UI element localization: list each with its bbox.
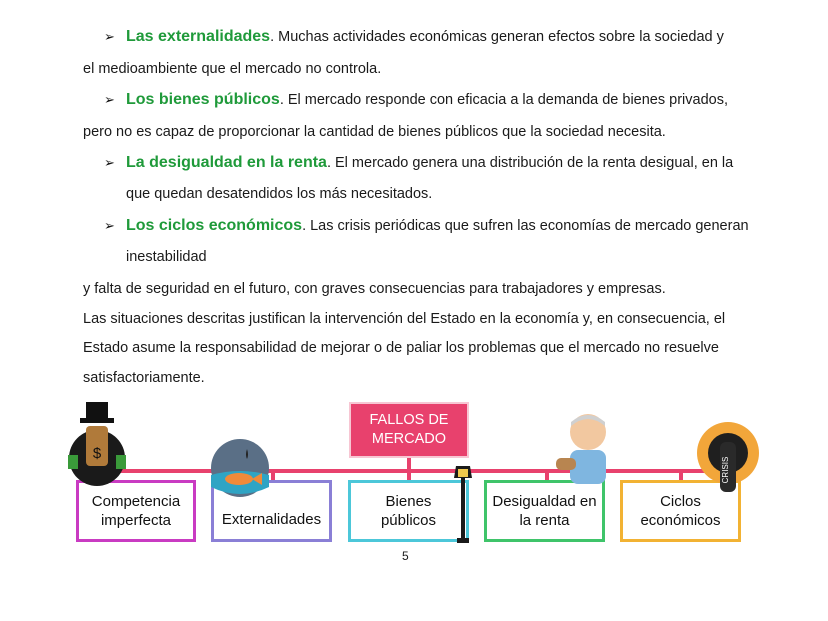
paragraph-line: Las situaciones descritas justifican la intervención del Estado en la economía y, en consecuencia, el (83, 311, 726, 327)
bullet-continuation: que quedan desatendidos los más necesitados. (126, 186, 433, 202)
box-label: económicos (640, 512, 721, 529)
arrow-bullet-icon: ➢ (104, 218, 115, 233)
box-label: la renta (519, 512, 570, 529)
box-label: Ciclos (660, 493, 701, 510)
bullet-continuation: inestabilidad (126, 249, 207, 265)
arrow-bullet-icon: ➢ (104, 155, 115, 170)
paragraph-line: Estado asume la responsabilidad de mejorar o de paliar los problemas que el mercado no resuelve (83, 340, 719, 356)
page-number: 5 (402, 549, 409, 563)
arrow-bullet-icon: ➢ (104, 92, 115, 107)
bullet-text: . Las crisis periódicas que sufren las economías de mercado generan (302, 218, 749, 234)
bullet-text: . El mercado responde con eficacia a la demanda de bienes privados, (279, 92, 728, 108)
box-label: Desigualdad en (492, 493, 597, 510)
dollar-sign: $ (92, 445, 102, 462)
hub-title-line: FALLOS DE (369, 412, 449, 428)
box-label: Competencia (91, 493, 181, 510)
bullet-text: . Muchas actividades económicas generan efectos sobre la sociedad y (270, 29, 724, 45)
bullet-term: Los ciclos económicos (126, 217, 303, 234)
bienes-publicos-box (348, 480, 469, 542)
street-lamp-icon (452, 464, 474, 544)
bullet-ciclos (104, 216, 749, 236)
polluted-water-fish-icon (207, 437, 273, 499)
paragraph-line: y falta de seguridad en el futuro, con graves consecuencias para trabajadores y empresas. (83, 281, 666, 297)
crisis-label: CRISIS (721, 456, 730, 484)
box-label: Bienes (385, 493, 432, 510)
fallos-de-mercado-box (349, 402, 469, 458)
paragraph-line: satisfactoriamente. (83, 370, 205, 386)
desigualdad-renta-box (484, 480, 605, 542)
box-label: públicos (380, 512, 437, 529)
bullet-term: Los bienes públicos (126, 91, 280, 108)
bullet-bienes-publicos (104, 90, 728, 110)
elderly-man-icon (556, 410, 620, 485)
box-label: imperfecta (100, 512, 171, 529)
crisis-bomb-icon (695, 420, 761, 494)
box-label: Externalidades (221, 511, 322, 528)
bullet-continuation: el medioambiente que el mercado no controla. (83, 61, 382, 77)
monopolist-money-bag-icon (64, 400, 130, 490)
bullet-text: . El mercado genera una distribución de la renta desigual, en la (326, 155, 734, 171)
bullet-desigualdad (104, 153, 733, 173)
bullet-term: Las externalidades (126, 28, 271, 45)
bullet-continuation: pero no es capaz de proporcionar la cantidad de bienes públicos que la sociedad necesita. (83, 124, 666, 140)
arrow-bullet-icon: ➢ (104, 29, 115, 44)
hub-title-line: MERCADO (371, 431, 447, 447)
bullet-term: La desigualdad en la renta (126, 154, 327, 171)
bullet-externalidades (104, 27, 724, 47)
